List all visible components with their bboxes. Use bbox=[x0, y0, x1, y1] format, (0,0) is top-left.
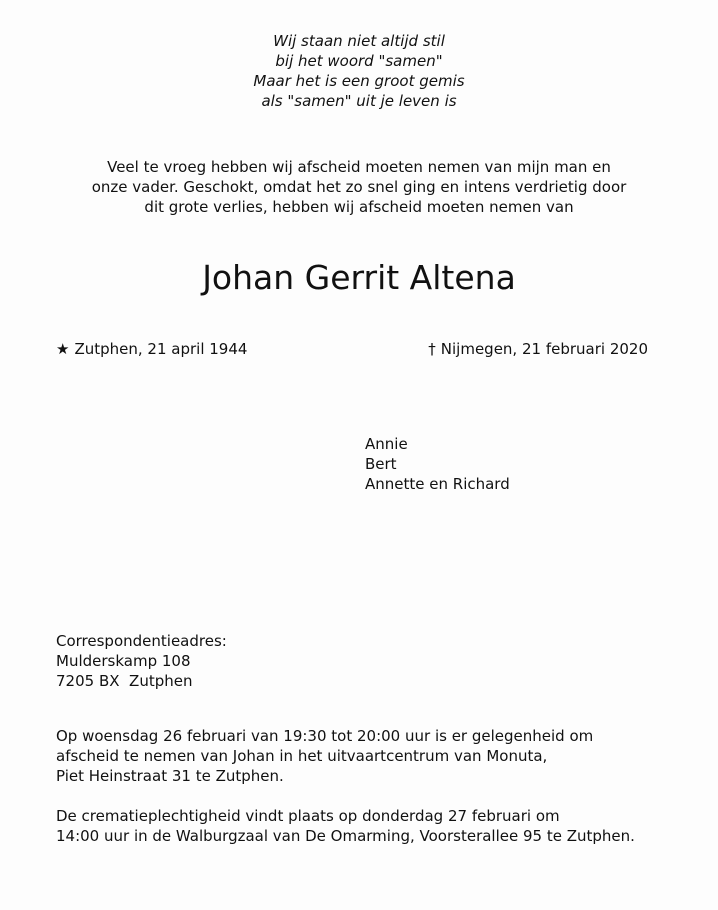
family-list bbox=[365, 434, 510, 494]
cremation-line: 14:00 uur in de Walburgzaal van De Omarming, Voorsterallee 95 te Zutphen. bbox=[56, 827, 635, 845]
cross-icon: † bbox=[428, 340, 436, 358]
birth-info bbox=[56, 339, 247, 359]
family-member: Annette en Richard bbox=[365, 475, 510, 493]
correspondence-address bbox=[56, 631, 227, 691]
family-member: Bert bbox=[365, 455, 397, 473]
family-member: Annie bbox=[365, 435, 408, 453]
death-info bbox=[428, 339, 648, 359]
star-icon: ★ bbox=[56, 340, 70, 358]
birth-text: Zutphen, 21 april 1944 bbox=[74, 340, 248, 358]
intro-line: Veel te vroeg hebben wij afscheid moeten nemen van mijn man en bbox=[107, 158, 611, 176]
intro-text bbox=[0, 157, 718, 217]
intro-line: onze vader. Geschokt, omdat het zo snel ging en intens verdrietig door bbox=[91, 178, 627, 196]
poem-line: als "samen" uit je leven is bbox=[261, 92, 457, 110]
poem bbox=[0, 31, 718, 111]
address-label: Correspondentieadres: bbox=[56, 632, 227, 650]
cremation-line: De crematieplechtigheid vindt plaats op donderdag 27 februari om bbox=[56, 807, 560, 825]
poem-line: Wij staan niet altijd stil bbox=[273, 32, 445, 50]
poem-line: bij het woord "samen" bbox=[275, 52, 443, 70]
death-text: Nijmegen, 21 februari 2020 bbox=[440, 340, 648, 358]
cremation-info bbox=[56, 806, 635, 846]
visitation-line: afscheid te nemen van Johan in het uitvaartcentrum van Monuta, bbox=[56, 747, 548, 765]
deceased-name: Johan Gerrit Altena bbox=[202, 258, 516, 297]
visitation-info bbox=[56, 726, 593, 786]
poem-line: Maar het is een groot gemis bbox=[253, 72, 465, 90]
address-street: Mulderskamp 108 bbox=[56, 652, 191, 670]
intro-line: dit grote verlies, hebben wij afscheid moeten nemen van bbox=[144, 198, 574, 216]
visitation-line: Piet Heinstraat 31 te Zutphen. bbox=[56, 767, 284, 785]
visitation-line: Op woensdag 26 februari van 19:30 tot 20:00 uur is er gelegenheid om bbox=[56, 727, 594, 745]
address-city: 7205 BX Zutphen bbox=[56, 672, 193, 690]
